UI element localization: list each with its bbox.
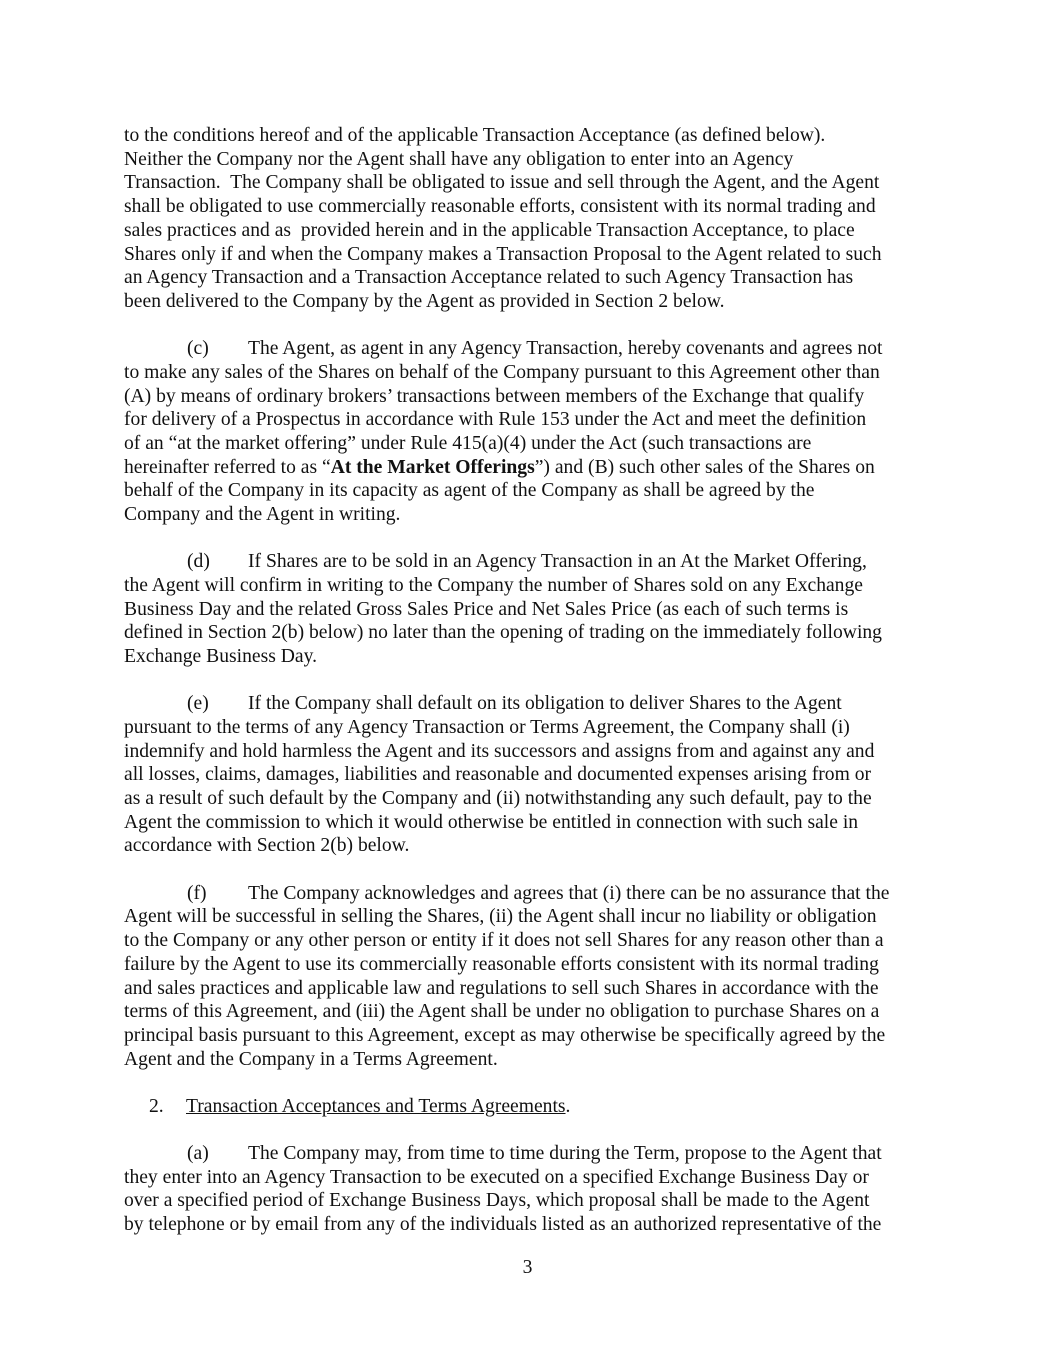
- section-title: Transaction Acceptances and Terms Agreements: [186, 1095, 566, 1117]
- paragraph-label: (c): [187, 338, 209, 360]
- paragraph-f: (f) The Company acknowledges and agrees that (i) there can be no assurance that the Agent will be successful in selling the Shares, (ii) the Agent shall incur no liability or obligation to the Company or any other person or entity if it does not sell Shares for any reason other than a failure by the Agent to use its commercially reasonable efforts consistent with its normal trading and sales practices and applicable law and regulations to sell such Shares in accordance with the terms of this Agreement, and (iii) the Agent shall be under no obligation to purchase Shares on a principal basis pursuant to this Agreement, except as may otherwise be specifically agreed by the Agent and the Company in a Terms Agreement.: [124, 882, 890, 1070]
- paragraph-c: (c) The Agent, as agent in any Agency Transaction, hereby covenants and agrees not to make any sales of the Shares on behalf of the Company pursuant to this Agreement other than (A) by means of ordinary brokers’ transactions between members of the Exchange that qualify for delivery of a Prospectus in accordance with Rule 153 under the Act and meet the definition of an “at the market offering” under Rule 415(a)(4) under the Act (such transactions are hereinafter referred to as “At the Market Offerings”) and (B) such other sales of the Shares on behalf of the Company in its capacity as agent of the Company as shall be agreed by the Company and the Agent in writing.: [124, 338, 883, 526]
- continuation-paragraph: to the conditions hereof and of the applicable Transaction Acceptance (as defined below). Neither the Company nor the Agent shall have any obligation to enter into an Agency Transaction. The Company shall be obligated to issue and sell through the Agent, and the Agent shall be obligated to use commercially reasonable efforts, consistent with its normal trading and sales practices and as provided herein and in the applicable Transaction Acceptance, to place Shares only if and when the Company makes a Transaction Proposal to the Agent related to such an Agency Transaction and a Transaction Acceptance related to such Agency Transaction has been delivered to the Company by the Agent as provided in Section 2 below.: [124, 125, 882, 312]
- paragraph-label: (a): [187, 1143, 209, 1165]
- defined-term: At the Market Offerings: [330, 456, 535, 478]
- paragraph-d: (d) If Shares are to be sold in an Agency Transaction in an At the Market Offering, the Agent will confirm in writing to the Company the number of Shares sold on any Exchange Business Day and the related Gross Sales Price and Net Sales Price (as each of such terms is defined in Section 2(b) below) no later than the opening of trading on the immediately following Exchange Business Day.: [124, 551, 882, 668]
- paragraph-label: (d): [187, 551, 210, 573]
- section-heading: 2. Transaction Acceptances and Terms Agreements.: [149, 1095, 571, 1117]
- paragraph-2a: (a) The Company may, from time to time during the Term, propose to the Agent that they enter into an Agency Transaction to be executed on a specified Exchange Business Day or over a specified period of Exchange Business Days, which proposal shall be made to the Agent by telephone or by email from any of the individuals listed as an authorized representative of the: [124, 1143, 882, 1236]
- page-number: 3: [522, 1257, 533, 1278]
- section-number: 2.: [149, 1095, 164, 1117]
- paragraph-label: (f): [187, 882, 207, 904]
- paragraph-label: (e): [187, 693, 209, 715]
- paragraph-e: (e) If the Company shall default on its obligation to deliver Shares to the Agent pursuant to the terms of any Agency Transaction or Terms Agreement, the Company shall (i) indemnify and hold harmless the Agent and its successors and assigns from and against any and all losses, claims, damages, liabilities and reasonable and documented expenses arising from or as a result of such default by the Company and (ii) notwithstanding any such default, pay to the Agent the commission to which it would otherwise be entitled in connection with such sale in accordance with Section 2(b) below.: [124, 693, 875, 857]
- document-page: [124, 124, 932, 1260]
